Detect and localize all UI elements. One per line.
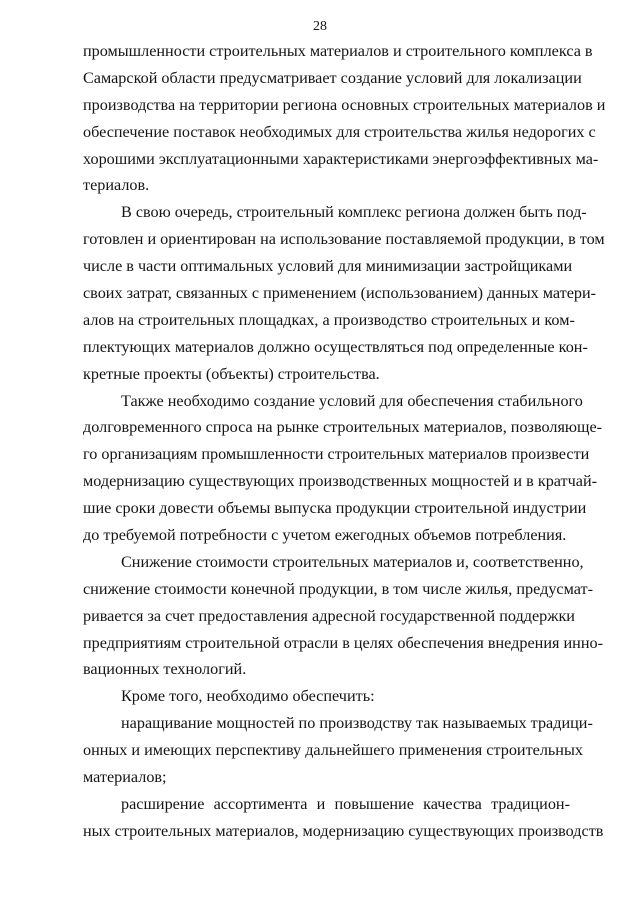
text-line: го организациям промышленности строительных материалов произвести (83, 445, 590, 464)
text-line: готовлен и ориентирован на использование поставляемой продукции, в том (83, 230, 605, 249)
text-line: Самарской области предусматривает создание условий для локализации (83, 68, 582, 87)
paragraph (83, 710, 593, 791)
text-line: промышленности строительных материалов и строительного комплекса в (83, 42, 593, 60)
text-line: расширение ассортимента и повышение качества традицион- (121, 794, 570, 813)
paragraph (83, 38, 606, 199)
text-line: до требуемой потребности с учетом ежегодных объемов потребления. (83, 526, 567, 545)
text-line: производства на территории региона основных строительных материалов и (83, 95, 606, 114)
document-body (83, 38, 606, 845)
text-line: ривается за счет предоставления адресной государственной поддержки (83, 606, 575, 625)
paragraph (83, 388, 603, 549)
text-line: хорошими эксплуатационными характеристиками энергоэффективных ма- (83, 149, 599, 168)
text-line: териалов. (83, 176, 150, 195)
text-line: наращивание мощностей по производству так называемых традици- (121, 714, 593, 733)
paragraph (83, 791, 604, 845)
text-line: модернизацию существующих производственных мощностей и в кратчай- (83, 472, 598, 491)
text-line: Кроме того, необходимо обеспечить: (121, 687, 375, 706)
text-line: долговременного спроса на рынке строительных материалов, позволяюще- (83, 418, 603, 437)
text-line: числе в части оптимальных условий для минимизации застройщиками (83, 257, 573, 276)
text-line: своих затрат, связанных с применением (использованием) данных матери- (83, 284, 597, 303)
text-line: материалов; (83, 768, 167, 787)
text-line: предприятиям строительной отрасли в целях обеспечения внедрения инно- (83, 633, 603, 652)
paragraph (83, 683, 570, 710)
text-line: Снижение стоимости строительных материалов и, соответственно, (121, 552, 584, 571)
text-line: обеспечение поставок необходимых для строительства жилья недорогих с (83, 122, 596, 141)
text-line: ных строительных материалов, модернизацию существующих производств (83, 821, 604, 840)
paragraph (83, 549, 603, 683)
page-number: 28 (313, 19, 327, 34)
text-line: алов на строительных площадках, а производство строительных и ком- (83, 310, 575, 329)
text-line: плектующих материалов должно осуществляться под определенные кон- (83, 337, 588, 356)
text-line: вационных технологий. (83, 660, 247, 679)
text-line: онных и имеющих перспективу дальнейшего применения строительных (83, 741, 583, 760)
text-line: кретные проекты (объекты) строительства. (83, 364, 380, 383)
text-line: Также необходимо создание условий для обеспечения стабильного (121, 391, 583, 410)
text-line: шие сроки довести объемы выпуска продукции строительной индустрии (83, 499, 587, 518)
paragraph (83, 199, 605, 387)
text-line: снижение стоимости конечной продукции, в том числе жилья, предусмат- (83, 579, 593, 598)
text-line: В свою очередь, строительный комплекс региона должен быть под- (121, 203, 587, 222)
